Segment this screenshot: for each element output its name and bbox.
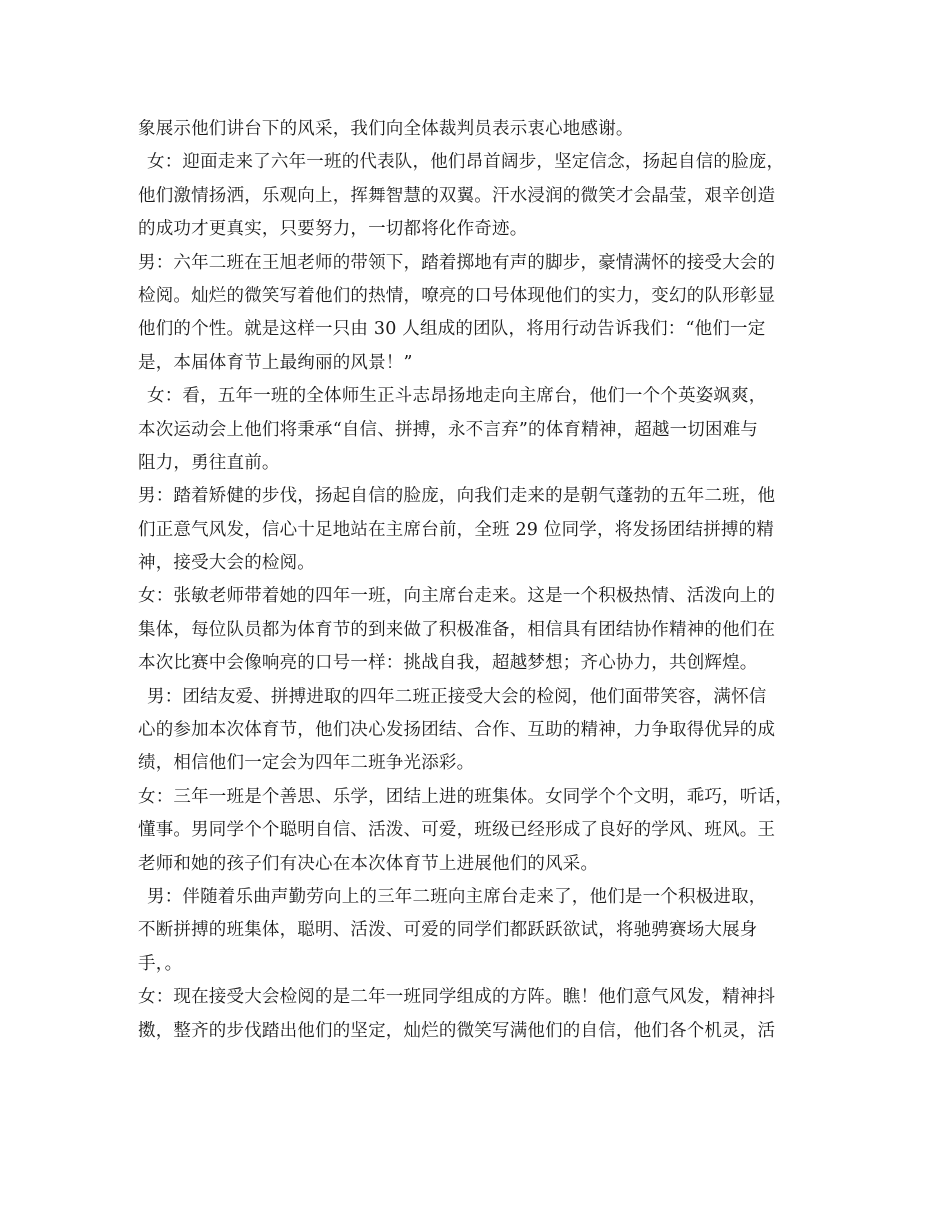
text-line: 男：六年二班在王旭老师的带领下，踏着掷地有声的脚步，豪情满怀的接受大会的 [138, 252, 776, 273]
document-body [138, 113, 818, 1048]
text-line: 擞，整齐的步伐踏出他们的坚定，灿烂的微笑写满他们的自信，他们各个机灵，活 [138, 1020, 776, 1041]
text-line: 阻力，勇往直前。 [138, 452, 280, 473]
text-line: 女：张敏老师带着她的四年一班，向主席台走来。这是一个积极热情、活泼向上的 [138, 586, 776, 607]
text-line: 们正意气风发，信心十足地站在主席台前，全班 29 位同学，将发扬团结拼搏的精 [138, 519, 774, 540]
text-line: 集体，每位队员都为体育节的到来做了积极准备，相信具有团结协作精神的他们在 [138, 619, 776, 640]
text-line: 女：三年一班是个善思、乐学，团结上进的班集体。女同学个个文明，乖巧，听话， [138, 786, 793, 807]
text-line: 他们的个性。就是这样一只由 30 人组成的团队，将用行动告诉我们：“他们一定 [138, 319, 766, 340]
text-line: 女：看，五年一班的全体师生正斗志昂扬地走向主席台，他们一个个英姿飒爽， [147, 386, 767, 407]
text-line: 不断拼搏的班集体，聪明、活泼、可爱的同学们都跃跃欲试，将驰骋赛场大展身 [138, 920, 758, 941]
text-line: 男：伴随着乐曲声勤劳向上的三年二班向主席台走来了，他们是一个积极进取， [147, 886, 767, 907]
text-line: 懂事。男同学个个聪明自信、活泼、可爱，班级已经形成了良好的学风、班风。王 [138, 820, 776, 841]
text-line: 女：迎面走来了六年一班的代表队，他们昂首阔步，坚定信念，扬起自信的脸庞， [147, 152, 785, 173]
text-line: 的成功才更真实，只要努力，一切都将化作奇迹。 [138, 219, 528, 240]
text-line: 是，本届体育节上最绚丽的风景！” [138, 352, 413, 373]
text-line: 本次运动会上他们将秉承“自信、拼搏，永不言弃”的体育精神，超越一切困难与 [138, 419, 759, 440]
text-line: 心的参加本次体育节，他们决心发扬团结、合作、互助的精神，力争取得优异的成 [138, 720, 776, 741]
text-line: 神，接受大会的检阅。 [138, 553, 315, 574]
text-line: 老师和她的孩子们有决心在本次体育节上进展他们的风采。 [138, 853, 599, 874]
text-line: 男：团结友爱、拼搏进取的四年二班正接受大会的检阅，他们面带笑容，满怀信 [147, 686, 767, 707]
text-line: 检阅。灿烂的微笑写着他们的热情，嘹亮的口号体现他们的实力，变幻的队形彰显 [138, 285, 776, 306]
text-line: 本次比赛中会像响亮的口号一样：挑战自我，超越梦想；齐心协力，共创辉煌。 [138, 653, 758, 674]
text-line: 女：现在接受大会检阅的是二年一班同学组成的方阵。瞧！他们意气风发，精神抖 [138, 987, 776, 1008]
text-line: 象展示他们讲台下的风采，我们向全体裁判员表示衷心地感谢。 [138, 119, 634, 139]
text-line: 男：踏着矫健的步伐，扬起自信的脸庞，向我们走来的是朝气蓬勃的五年二班，他 [138, 486, 776, 507]
text-line: 绩，相信他们一定会为四年二班争光添彩。 [138, 753, 475, 774]
text-line: 他们激情扬洒，乐观向上，挥舞智慧的双翼。汗水浸润的微笑才会晶莹，艰辛创造 [138, 185, 776, 206]
text-line: 手，。 [138, 953, 183, 974]
